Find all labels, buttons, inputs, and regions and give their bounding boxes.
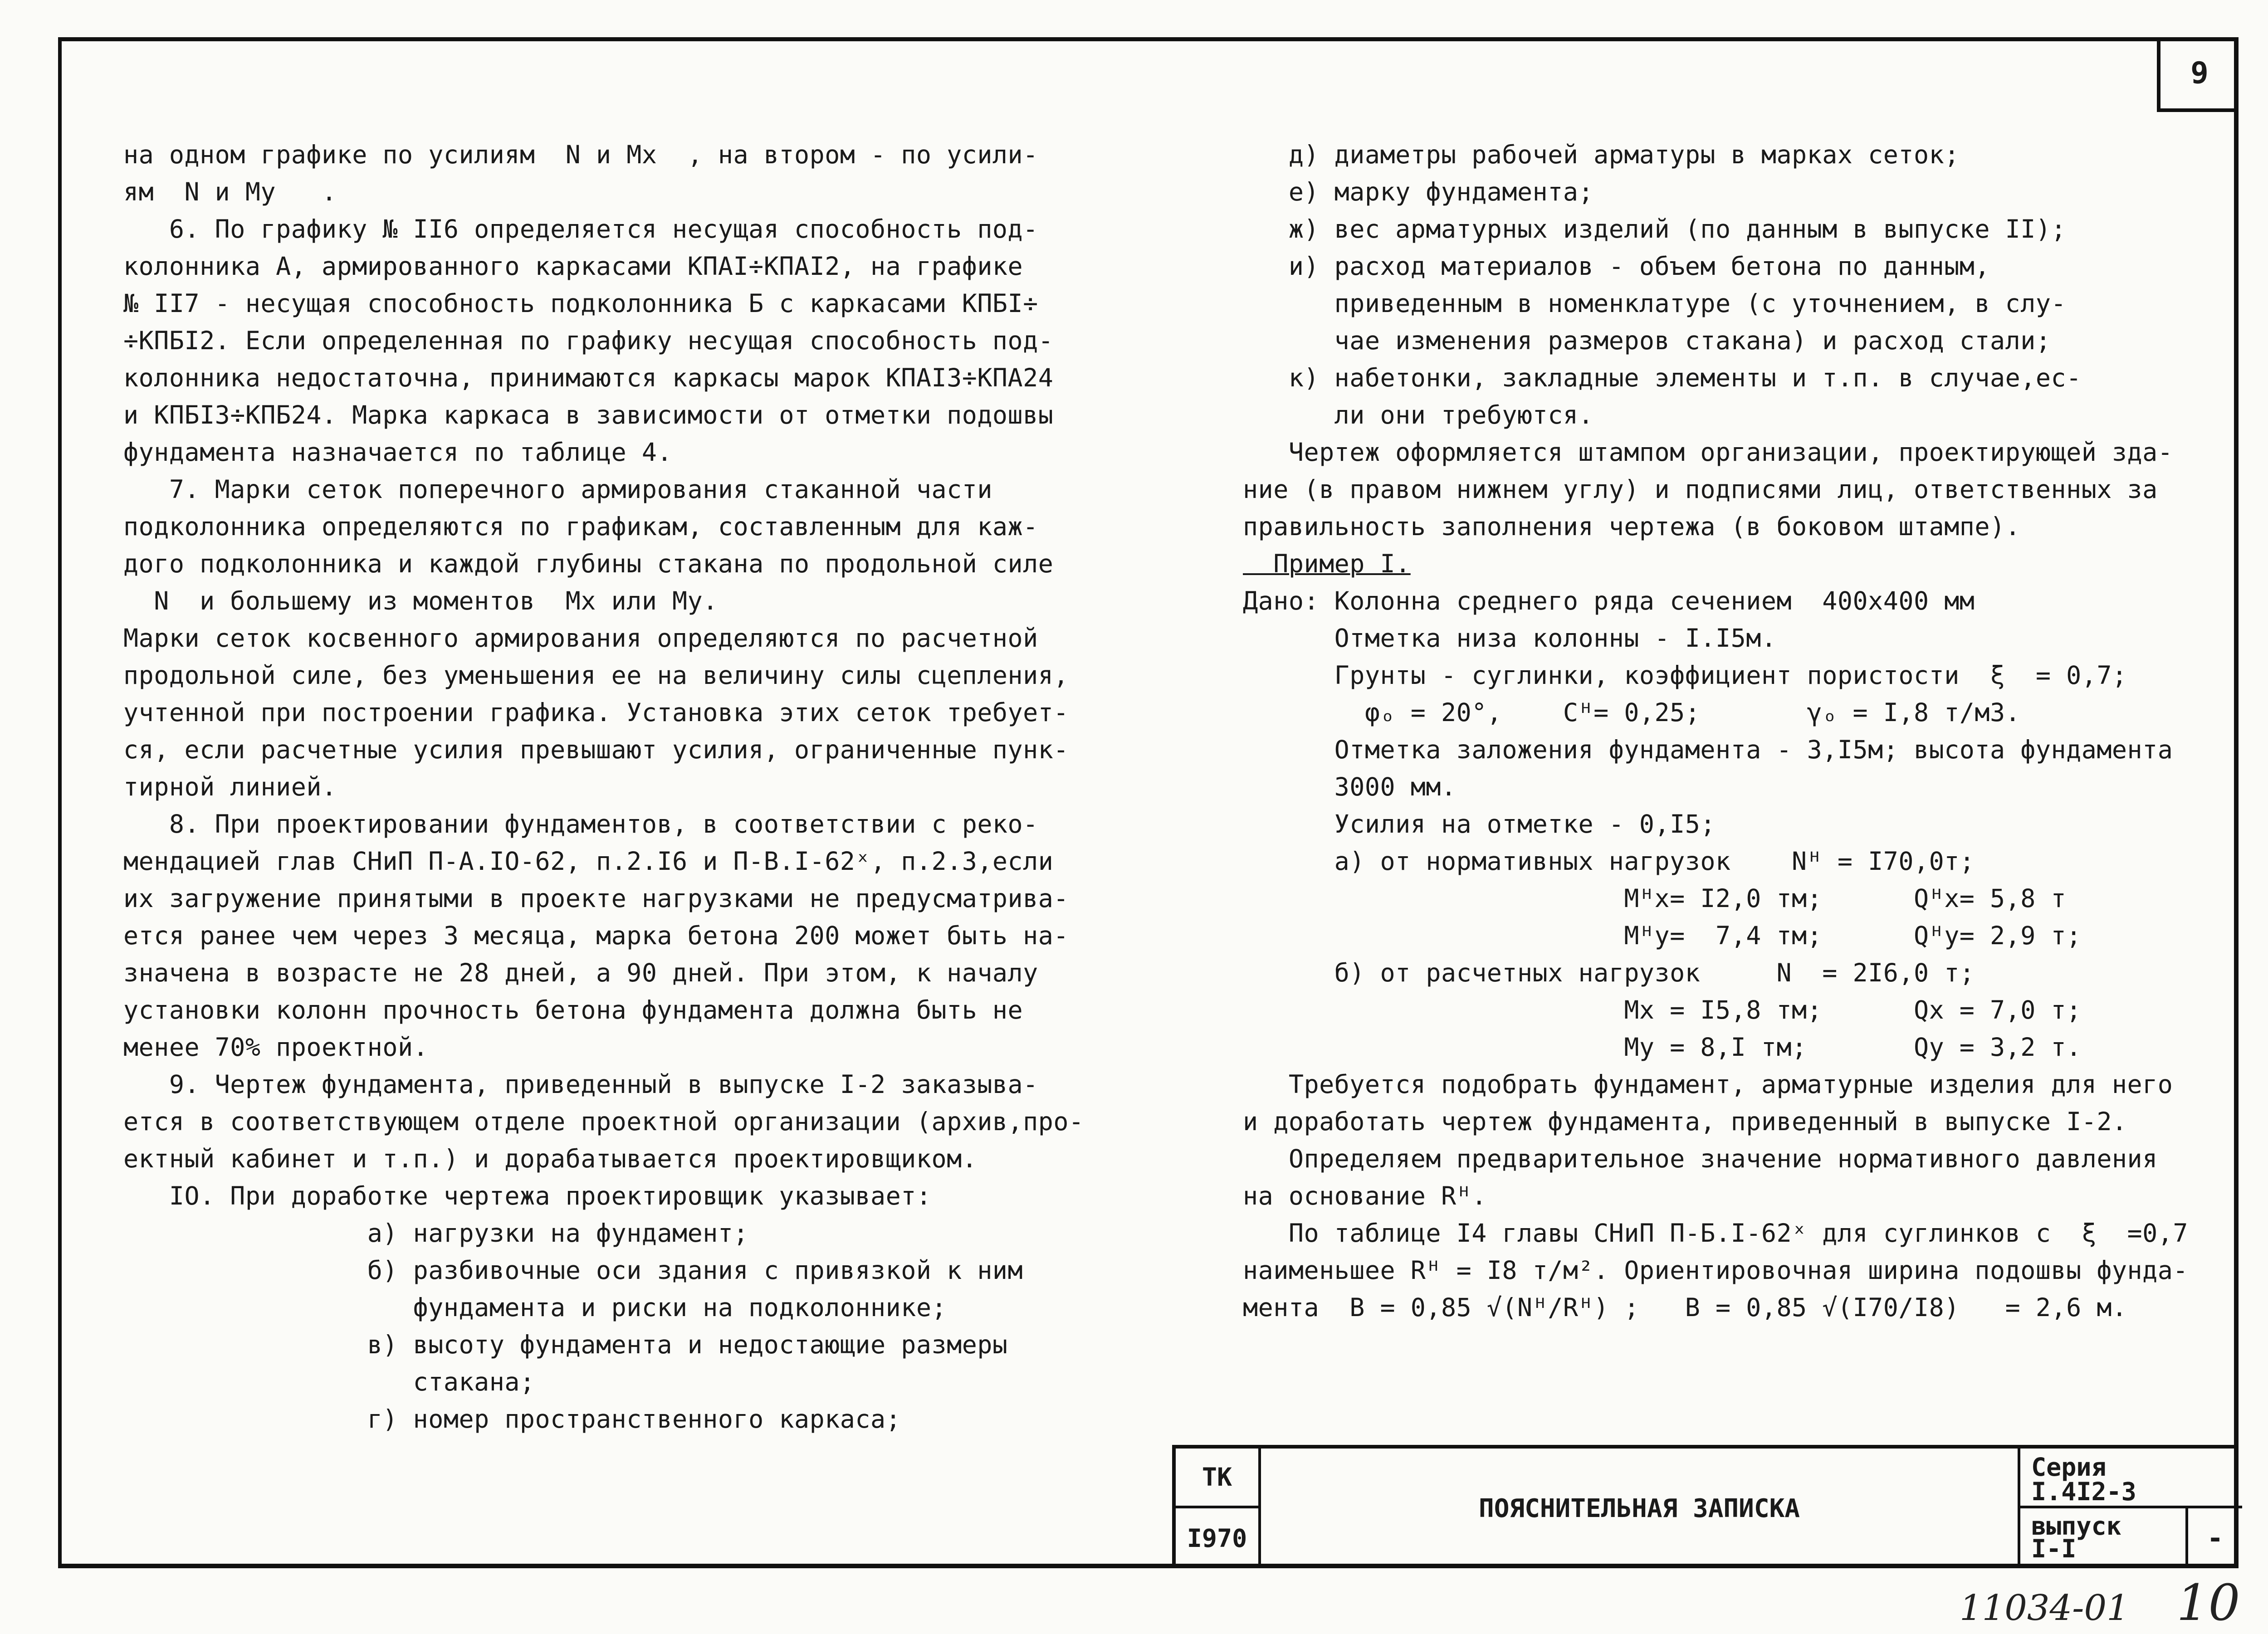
text-line-content: учтенной при построении графика. Установка этих сеток требует- — [123, 698, 1069, 727]
text-line — [1243, 248, 2218, 285]
text-line — [123, 768, 1099, 805]
left-column-text — [123, 136, 1099, 1438]
text-line-content: колонника недостаточна, принимаются каркасы марок КПАI3÷КПА24 — [123, 363, 1054, 392]
text-line — [123, 396, 1099, 434]
text-line — [1243, 434, 2218, 471]
text-line — [123, 1252, 1099, 1289]
text-line — [1243, 508, 2218, 545]
handwritten-archive-code: 11034-01 — [1960, 1588, 2129, 1629]
text-line-content: Усилия на отметке - 0,I5; — [1243, 810, 1716, 839]
text-line-content: ям N и My . — [123, 177, 337, 206]
text-line — [1243, 1103, 2218, 1140]
text-line — [123, 731, 1099, 768]
text-line — [123, 1140, 1099, 1177]
text-line — [1243, 471, 2218, 508]
stamp-issue-value: I-I — [2031, 1534, 2077, 1563]
text-line-content: и доработать чертеж фундамента, приведенный в выпуске I-2. — [1243, 1107, 2127, 1136]
text-line-content: По таблице I4 главы СНиП П-Б.I-62ˣ для суглинков с ξ =0,7 — [1243, 1219, 2188, 1248]
text-line — [123, 582, 1099, 619]
text-line — [123, 1215, 1099, 1252]
text-line-content: их загружение принятыми в проекте нагрузками не предусматрива- — [123, 884, 1069, 913]
text-line-content: правильность заполнения чертежа (в боковом штампе). — [1243, 512, 2021, 541]
stamp-issue-label: выпуск — [2031, 1512, 2121, 1541]
text-line-content: № II7 - несущая способность подколонника Б с каркасами КПБI÷ — [123, 289, 1038, 318]
text-line-content: 3000 мм. — [1243, 772, 1457, 801]
text-line-content: а) от нормативных нагрузок Nᴴ = I70,0т; — [1243, 847, 1975, 876]
text-line-content: Марки сеток косвенного армирования определяются по расчетной — [123, 624, 1038, 653]
text-line — [1243, 210, 2218, 248]
stamp-dash: - — [2185, 1508, 2242, 1568]
text-line-content: Mᴴy= 7,4 тм; Qᴴy= 2,9 т; — [1243, 921, 2082, 950]
text-line-content: ÷КПБI2. Если определенная по графику несущая способность под- — [123, 326, 1054, 355]
text-line — [1243, 285, 2218, 322]
text-line-content: φₒ = 20°, Cᴴ= 0,25; γₒ = I,8 т/м3. — [1243, 698, 2021, 727]
text-line-content: наименьшее Rᴴ = I8 т/м². Ориентировочная ширина подошвы фунда- — [1243, 1256, 2188, 1285]
text-line — [1243, 731, 2218, 768]
text-line-content: дого подколонника и каждой глубины стакана по продольной силе — [123, 549, 1054, 578]
text-line-content: на одном графике по усилиям N и Mx , на втором - по усили- — [123, 140, 1038, 169]
text-line-content: Грунты - суглинки, коэффициент пористости ξ = 0,7; — [1243, 661, 2127, 690]
text-line-content: стакана; — [123, 1367, 535, 1396]
text-line — [123, 471, 1099, 508]
text-line — [1243, 805, 2218, 843]
text-line — [123, 1103, 1099, 1140]
text-line-content: ж) вес арматурных изделий (по данным в выпуске II); — [1243, 215, 2067, 244]
text-line-content: менее 70% проектной. — [123, 1033, 429, 1062]
text-line-content: ние (в правом нижнем углу) и подписями лиц, ответственных за — [1243, 475, 2158, 504]
text-line-content: IO. При доработке чертежа проектировщик указывает: — [123, 1181, 932, 1210]
text-line — [123, 843, 1099, 880]
text-line — [1243, 396, 2218, 434]
text-line — [1243, 1215, 2218, 1252]
text-line — [1243, 1029, 2218, 1066]
text-line-content: мендацией глав СНиП П-А.IO-62, п.2.I6 и П-В.I-62ˣ, п.2.3,если — [123, 847, 1054, 876]
text-line — [123, 991, 1099, 1029]
text-line — [1243, 1252, 2218, 1289]
text-line-content: к) набетонки, закладные элементы и т.п. в случае,ес- — [1243, 363, 2082, 392]
text-line-content: а) нагрузки на фундамент; — [123, 1219, 749, 1248]
text-line-content: фундамента и риски на подколоннике; — [123, 1293, 947, 1322]
text-line — [123, 805, 1099, 843]
text-line — [123, 248, 1099, 285]
text-line-content: 7. Марки сеток поперечного армирования стаканной части — [123, 475, 992, 504]
text-line-content: ется ранее чем через 3 месяца, марка бетона 200 может быть на- — [123, 921, 1069, 950]
text-line-content: Дано: Колонна среднего ряда сечением 400х400 мм — [1243, 586, 1975, 615]
text-line — [123, 1029, 1099, 1066]
text-line-content: Определяем предварительное значение нормативного давления — [1243, 1144, 2158, 1173]
text-line-content: в) высоту фундамента и недостающие размеры — [123, 1330, 1008, 1359]
text-line — [123, 1326, 1099, 1363]
text-line-content: My = 8,I тм; Qy = 3,2 т. — [1243, 1033, 2082, 1062]
text-line — [1243, 768, 2218, 805]
text-line — [123, 173, 1099, 210]
text-line — [1243, 694, 2218, 731]
text-line — [123, 619, 1099, 657]
text-line-content: б) от расчетных нагрузок N = 2I6,0 т; — [1243, 958, 1975, 987]
page-number: 9 — [2157, 37, 2239, 112]
stamp-series-label: Серия — [2031, 1453, 2107, 1482]
stamp-series — [2018, 1449, 2242, 1508]
text-line-content: г) номер пространственного каркаса; — [123, 1405, 901, 1434]
text-line — [1243, 545, 2218, 582]
text-line — [1243, 1177, 2218, 1215]
text-line — [1243, 843, 2218, 880]
text-line — [123, 917, 1099, 954]
text-line — [1243, 917, 2218, 954]
text-line-content: Отметка заложения фундамента - 3,I5м; высота фундамента — [1243, 735, 2173, 764]
text-line — [1243, 657, 2218, 694]
text-line-content: Пример I. — [1243, 549, 1411, 578]
text-line-content: 6. По графику № II6 определяется несущая способность под- — [123, 215, 1038, 244]
text-line-content: 8. При проектировании фундаментов, в соответствии с реко- — [123, 810, 1038, 839]
text-line — [123, 1363, 1099, 1400]
text-line — [123, 322, 1099, 359]
text-line — [1243, 322, 2218, 359]
text-line-content: и КПБI3÷КПБ24. Марка каркаса в зависимости от отметки подошвы — [123, 400, 1054, 429]
stamp-series-value: I.4I2-3 — [2031, 1477, 2136, 1506]
text-line-content: ли они требуются. — [1243, 400, 1594, 429]
text-line-content: 9. Чертеж фундамента, приведенный в выпуске I-2 заказыва- — [123, 1070, 1038, 1099]
text-line — [123, 434, 1099, 471]
text-line-content: тирной линией. — [123, 772, 337, 801]
stamp-title: ПОЯСНИТЕЛЬНАЯ ЗАПИСКА — [1478, 1493, 1800, 1523]
text-line — [1243, 619, 2218, 657]
text-line-content: значена в возрасте не 28 дней, а 90 дней. При этом, к началу — [123, 958, 1038, 987]
text-line-content: N и большему из моментов Mx или My. — [123, 586, 718, 615]
text-line-content: Требуется подобрать фундамент, арматурные изделия для него — [1243, 1070, 2173, 1099]
title-block-stamp — [1172, 1445, 2239, 1568]
text-line — [1243, 136, 2218, 173]
text-line-content: ется в соответствующем отделе проектной организации (архив,про- — [123, 1107, 1084, 1136]
stamp-year: I970 — [1176, 1508, 1261, 1568]
text-line — [123, 136, 1099, 173]
text-line — [123, 1066, 1099, 1103]
text-line-content: продольной силе, без уменьшения ее на величину силы сцепления, — [123, 661, 1069, 690]
text-line-content: ектный кабинет и т.п.) и дорабатывается проектировщиком. — [123, 1144, 978, 1173]
text-line — [1243, 1066, 2218, 1103]
text-line — [1243, 991, 2218, 1029]
text-line — [123, 657, 1099, 694]
text-line-content: чае изменения размеров стакана) и расход стали; — [1243, 326, 2051, 355]
text-line-content: фундамента назначается по таблице 4. — [123, 438, 673, 467]
text-line — [1243, 173, 2218, 210]
text-line-content: колонника А, армированного каркасами КПАI÷КПАI2, на графике — [123, 252, 1023, 281]
text-line-content: и) расход материалов - объем бетона по данным, — [1243, 252, 1990, 281]
text-line-content: Отметка низа колонны - I.I5м. — [1243, 624, 1777, 653]
text-line — [1243, 1140, 2218, 1177]
text-line — [123, 285, 1099, 322]
text-line — [123, 210, 1099, 248]
text-line-content: подколонника определяются по графикам, составленным для каж- — [123, 512, 1038, 541]
text-line — [123, 1289, 1099, 1326]
text-line-content: ся, если расчетные усилия превышают усилия, ограниченные пунк- — [123, 735, 1069, 764]
handwritten-sheet-number: 10 — [2176, 1574, 2240, 1632]
text-line-content: б) разбивочные оси здания с привязкой к ним — [123, 1256, 1023, 1285]
text-line — [123, 359, 1099, 396]
text-line — [123, 545, 1099, 582]
text-line — [1243, 359, 2218, 396]
text-line — [123, 694, 1099, 731]
text-line — [123, 880, 1099, 917]
text-line — [123, 954, 1099, 991]
text-line — [123, 1177, 1099, 1215]
text-line-content: е) марку фундамента; — [1243, 177, 1594, 206]
text-line-content: д) диаметры рабочей арматуры в марках сеток; — [1243, 140, 1960, 169]
text-line-content: Mᴴx= I2,0 тм; Qᴴx= 5,8 т — [1243, 884, 2067, 913]
text-line-content: Чертеж оформляется штампом организации, проектирующей зда- — [1243, 438, 2173, 467]
text-line — [1243, 954, 2218, 991]
text-line-content: Mx = I5,8 тм; Qx = 7,0 т; — [1243, 995, 2082, 1024]
text-line-content: приведенным в номенклатуре (с уточнением, в слу- — [1243, 289, 2067, 318]
right-column-text — [1243, 136, 2218, 1326]
text-line — [1243, 880, 2218, 917]
text-line-content: мента B = 0,85 √(Nᴴ/Rᴴ) ; B = 0,85 √(I70/I8) = 2,6 м. — [1243, 1293, 2127, 1322]
stamp-issue — [2018, 1508, 2185, 1568]
handwritten-code — [1960, 1574, 2240, 1632]
stamp-organization: ТК — [1176, 1449, 1261, 1508]
text-line — [123, 508, 1099, 545]
text-line-content: на основание Rᴴ. — [1243, 1181, 1487, 1210]
text-line — [123, 1400, 1099, 1438]
text-line — [1243, 1289, 2218, 1326]
text-line-content: установки колонн прочность бетона фундамента должна быть не — [123, 995, 1023, 1024]
text-line — [1243, 582, 2218, 619]
